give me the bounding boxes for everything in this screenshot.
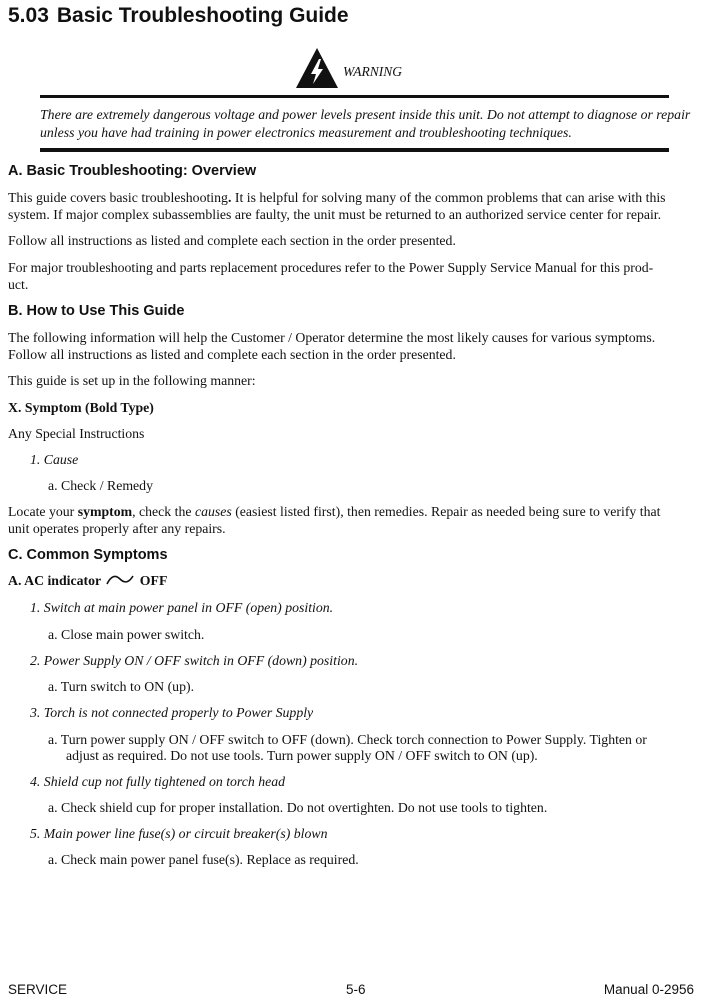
cause-item: 1. Switch at main power panel in OFF (open) position. [30, 600, 334, 615]
example-cause: 1. Cause [30, 452, 79, 467]
symptom-ac-indicator-off: A. AC indicator OFF [8, 573, 168, 588]
example-check: a. Check / Remedy [48, 478, 153, 493]
remedy-item: a. Check main power panel fuse(s). Replace as required. [48, 852, 359, 867]
remedy-item: a. Close main power switch. [48, 627, 205, 642]
overview-manual-paragraph: For major troubleshooting and parts replacement procedures refer to the Power Supply Service Manual for this prod- uct. [8, 260, 654, 292]
remedy-item: a. Turn power supply ON / OFF switch to OFF (down). Check torch connection to Power Supply. Tighten or [48, 732, 647, 747]
remedy-item: a. Turn switch to ON (up). [48, 679, 195, 694]
overview-paragraph: This guide covers basic troubleshooting. It is helpful for solving many of the common problems that can arise with this system. If major complex subassemblies are faulty, the unit must be returned to an authorized service center for repair. [8, 190, 666, 222]
remedy-item: a. Check shield cup for proper installation. Do not overtighten. Do not use tools to tighten. [48, 800, 548, 815]
title-text: Basic Troubleshooting Guide [56, 4, 349, 27]
cause-item: 2. Power Supply ON / OFF switch in OFF (down) position. [30, 653, 359, 668]
section-heading-overview: A. Basic Troubleshooting: Overview [8, 163, 257, 179]
section-heading-how-to-use: B. How to Use This Guide [8, 303, 185, 319]
setup-paragraph: This guide is set up in the following manner: [8, 373, 256, 388]
footer-manual-number: Manual 0-2956 [603, 982, 694, 997]
warning-header [295, 46, 425, 94]
warning-label: WARNING [343, 64, 403, 79]
remedy-item-continued: adjust as required. Do not use tools. Turn power supply ON / OFF switch to ON (up). [66, 748, 538, 763]
page-title [8, 4, 349, 28]
cause-item: 5. Main power line fuse(s) or circuit breaker(s) blown [30, 826, 328, 841]
section-number: 5.03 [8, 4, 49, 27]
footer-section-label: SERVICE [8, 982, 68, 997]
ac-sine-wave-icon [106, 574, 134, 586]
section-heading-common-symptoms: C. Common Symptoms [8, 547, 168, 563]
how-to-use-paragraph: The following information will help the Customer / Operator determine the most likely causes for various symptoms. Follow all instructions as listed and complete each section in the order presented. [8, 330, 656, 362]
locate-paragraph: Locate your symptom, check the causes (easiest listed first), then remedies. Repair as needed being sure to verify that unit operates properly after any repairs. [8, 504, 661, 536]
warning-top-rule [40, 95, 669, 98]
cause-item: 4. Shield cup not fully tightened on torch head [30, 774, 286, 789]
footer-page-number: 5-6 [346, 982, 366, 997]
warning-text [40, 106, 691, 142]
example-symptom: X. Symptom (Bold Type) [8, 400, 154, 415]
example-instructions: Any Special Instructions [8, 426, 145, 441]
electrical-hazard-icon [295, 46, 339, 90]
warning-line: unless you have had training in power electronics measurement and troubleshooting techniques. [40, 125, 572, 140]
warning-bottom-rule [40, 148, 669, 152]
cause-item: 3. Torch is not connected properly to Power Supply [30, 705, 314, 720]
warning-line: There are extremely dangerous voltage and power levels present inside this unit. Do not attempt to diagnose or repair [40, 107, 691, 122]
overview-follow-paragraph: Follow all instructions as listed and complete each section in the order presented. [8, 233, 456, 248]
